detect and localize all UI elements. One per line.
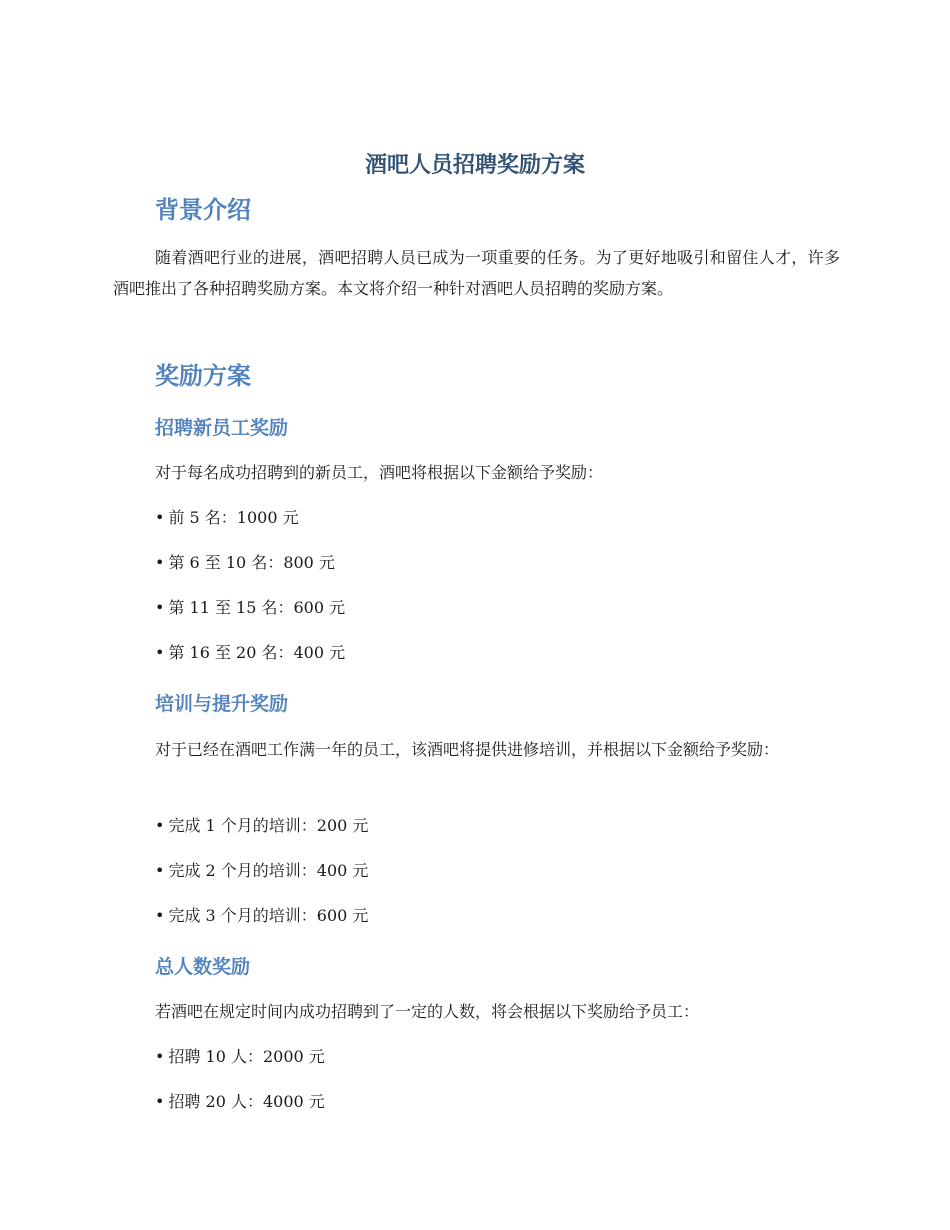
headcount-intro: 若酒吧在规定时间内成功招聘到了一定的人数，将会根据以下奖励给予员工： <box>155 1002 700 1021</box>
list-item: • 招聘 20 人：4000 元 <box>155 1092 325 1111</box>
list-item: • 第 16 至 20 名：400 元 <box>155 643 346 662</box>
bullet-icon: • <box>155 598 165 617</box>
list-item: • 完成 3 个月的培训：600 元 <box>155 906 369 925</box>
list-item: • 第 11 至 15 名：600 元 <box>155 598 346 617</box>
bullet-icon: • <box>155 643 165 662</box>
list-item: • 完成 1 个月的培训：200 元 <box>155 816 369 835</box>
subheading-new-hire: 招聘新员工奖励 <box>155 417 289 439</box>
document-title: 酒吧人员招聘奖励方案 <box>364 153 585 178</box>
new-hire-intro: 对于每名成功招聘到的新员工，酒吧将根据以下金额给予奖励： <box>155 463 604 482</box>
bullet-icon: • <box>155 816 165 835</box>
subheading-headcount: 总人数奖励 <box>155 956 251 978</box>
bullet-icon: • <box>155 906 165 925</box>
bullet-icon: • <box>155 508 165 527</box>
bullet-icon: • <box>155 1092 165 1111</box>
bullet-icon: • <box>155 861 165 880</box>
section-heading-background: 背景介绍 <box>155 196 251 224</box>
list-item: • 完成 2 个月的培训：400 元 <box>155 861 369 880</box>
list-item: • 招聘 10 人：2000 元 <box>155 1047 325 1066</box>
bullet-icon: • <box>155 1047 165 1066</box>
list-item: • 第 6 至 10 名：800 元 <box>155 553 335 572</box>
list-item: • 前 5 名：1000 元 <box>155 508 299 527</box>
bullet-icon: • <box>155 553 165 572</box>
section-heading-plan: 奖励方案 <box>155 362 251 390</box>
background-paragraph: 随着酒吧行业的进展，酒吧招聘人员已成为一项重要的任务。为了更好地吸引和留住人才，许多酒吧推出了各种招聘奖励方案。本文将介绍一种针对酒吧人员招聘的奖励方案。 <box>113 248 840 298</box>
training-intro: 对于已经在酒吧工作满一年的员工，该酒吧将提供进修培训，并根据以下金额给予奖励： <box>155 740 780 759</box>
subheading-training: 培训与提升奖励 <box>155 693 289 715</box>
